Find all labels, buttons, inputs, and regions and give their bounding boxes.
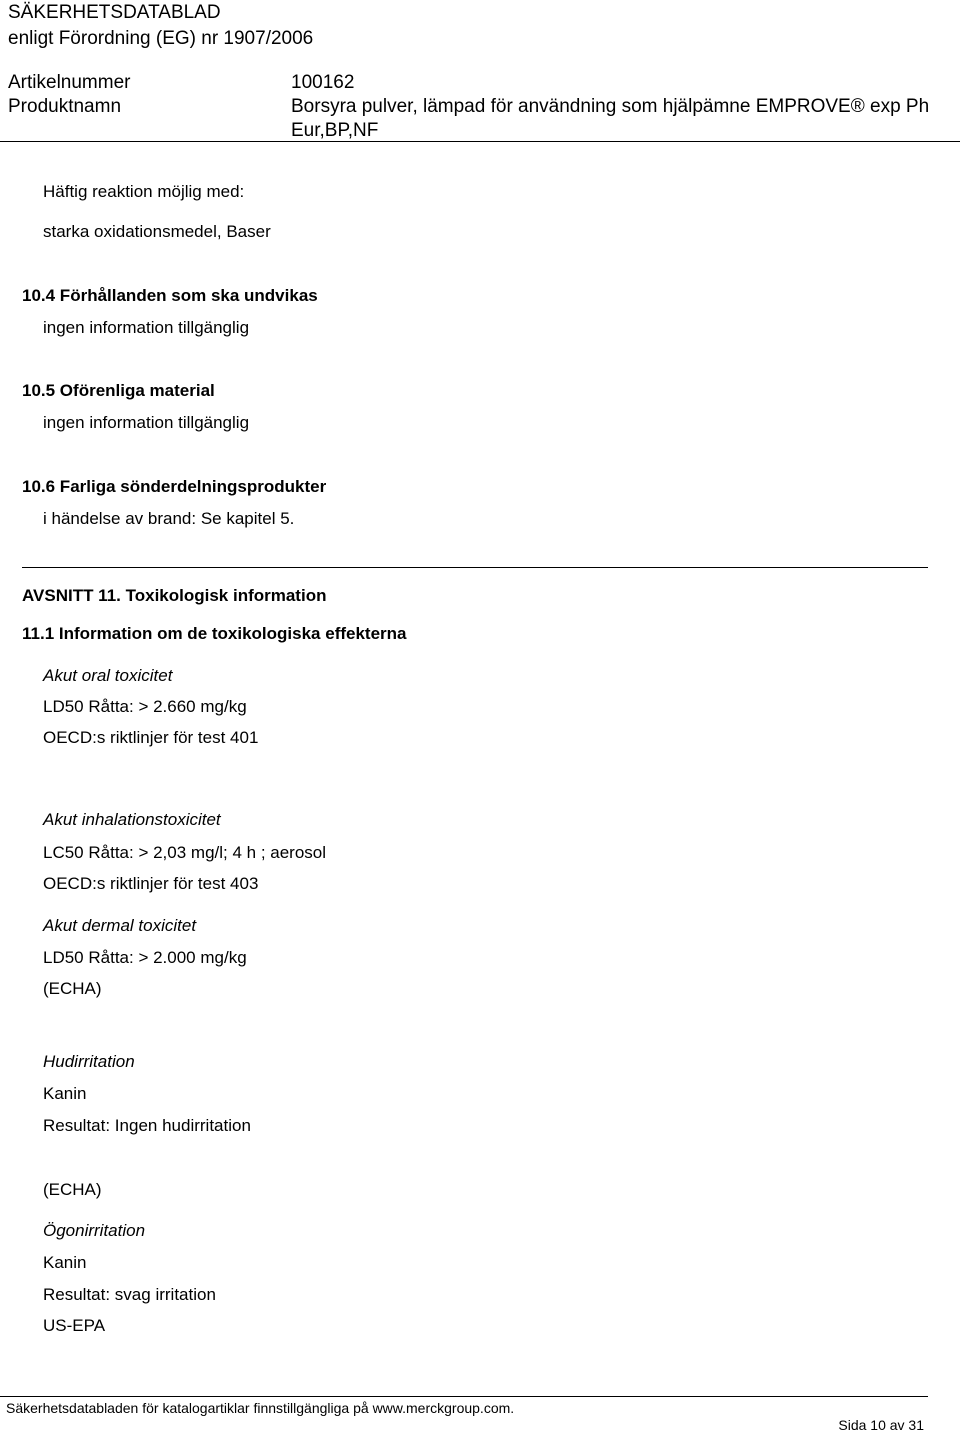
document-title: SÄKERHETSDATABLAD (8, 2, 221, 23)
regulation: enligt Förordning (EG) nr 1907/2006 (8, 28, 314, 49)
inhalation-toxicity-heading: Akut inhalationstoxicitet (43, 810, 221, 829)
violent-reaction-value: starka oxidationsmedel, Baser (43, 222, 271, 241)
skin-irritation-heading: Hudirritation (43, 1052, 135, 1071)
product-name-value-cont: Eur,BP,NF (291, 120, 379, 141)
eye-irritation-result: Resultat: svag irritation (43, 1285, 216, 1304)
section-10-6-value: i händelse av brand: Se kapitel 5. (43, 509, 295, 528)
inhalation-toxicity-value: LC50 Råtta: > 2,03 mg/l; 4 h ; aerosol (43, 843, 327, 862)
violent-reaction-label: Häftig reaktion möjlig med: (43, 182, 245, 201)
page-number: Sida 10 av 31 (838, 1417, 924, 1433)
article-number-value: 100162 (291, 72, 355, 93)
eye-irritation-species: Kanin (43, 1253, 87, 1272)
section-10-4-heading: 10.4 Förhållanden som ska undvikas (22, 286, 318, 305)
section-10-5-heading: 10.5 Oförenliga material (22, 381, 215, 400)
skin-irritation-source: (ECHA) (43, 1180, 102, 1199)
oral-toxicity-value: LD50 Råtta: > 2.660 mg/kg (43, 697, 247, 716)
section-10-4-value: ingen information tillgänglig (43, 318, 250, 337)
dermal-toxicity-heading: Akut dermal toxicitet (43, 916, 197, 935)
inhalation-toxicity-method: OECD:s riktlinjer för test 403 (43, 874, 259, 893)
article-number-label: Artikelnummer (8, 72, 131, 93)
skin-irritation-species: Kanin (43, 1084, 87, 1103)
oral-toxicity-method: OECD:s riktlinjer för test 401 (43, 728, 259, 747)
footer-note: Säkerhetsdatabladen för katalogartiklar finnstillgängliga på www.merckgroup.com. (6, 1400, 515, 1416)
section-11-title: AVSNITT 11. Toxikologisk information (22, 586, 327, 605)
section-10-6-heading: 10.6 Farliga sönderdelningsprodukter (22, 477, 327, 496)
oral-toxicity-heading: Akut oral toxicitet (43, 666, 173, 685)
section-11-1-heading: 11.1 Information om de toxikologiska effekterna (22, 624, 407, 643)
product-name-label: Produktnamn (8, 96, 122, 117)
footer-divider (0, 1396, 928, 1397)
product-name-value: Borsyra pulver, lämpad för användning som hjälpämne EMPROVE® exp Ph (291, 96, 930, 117)
section-11-divider (22, 567, 928, 568)
section-10-5-value: ingen information tillgänglig (43, 413, 250, 432)
header-divider (0, 141, 960, 142)
dermal-toxicity-source: (ECHA) (43, 979, 102, 998)
skin-irritation-result: Resultat: Ingen hudirritation (43, 1116, 251, 1135)
eye-irritation-source: US-EPA (43, 1316, 106, 1335)
dermal-toxicity-value: LD50 Råtta: > 2.000 mg/kg (43, 948, 247, 967)
eye-irritation-heading: Ögonirritation (43, 1221, 146, 1240)
